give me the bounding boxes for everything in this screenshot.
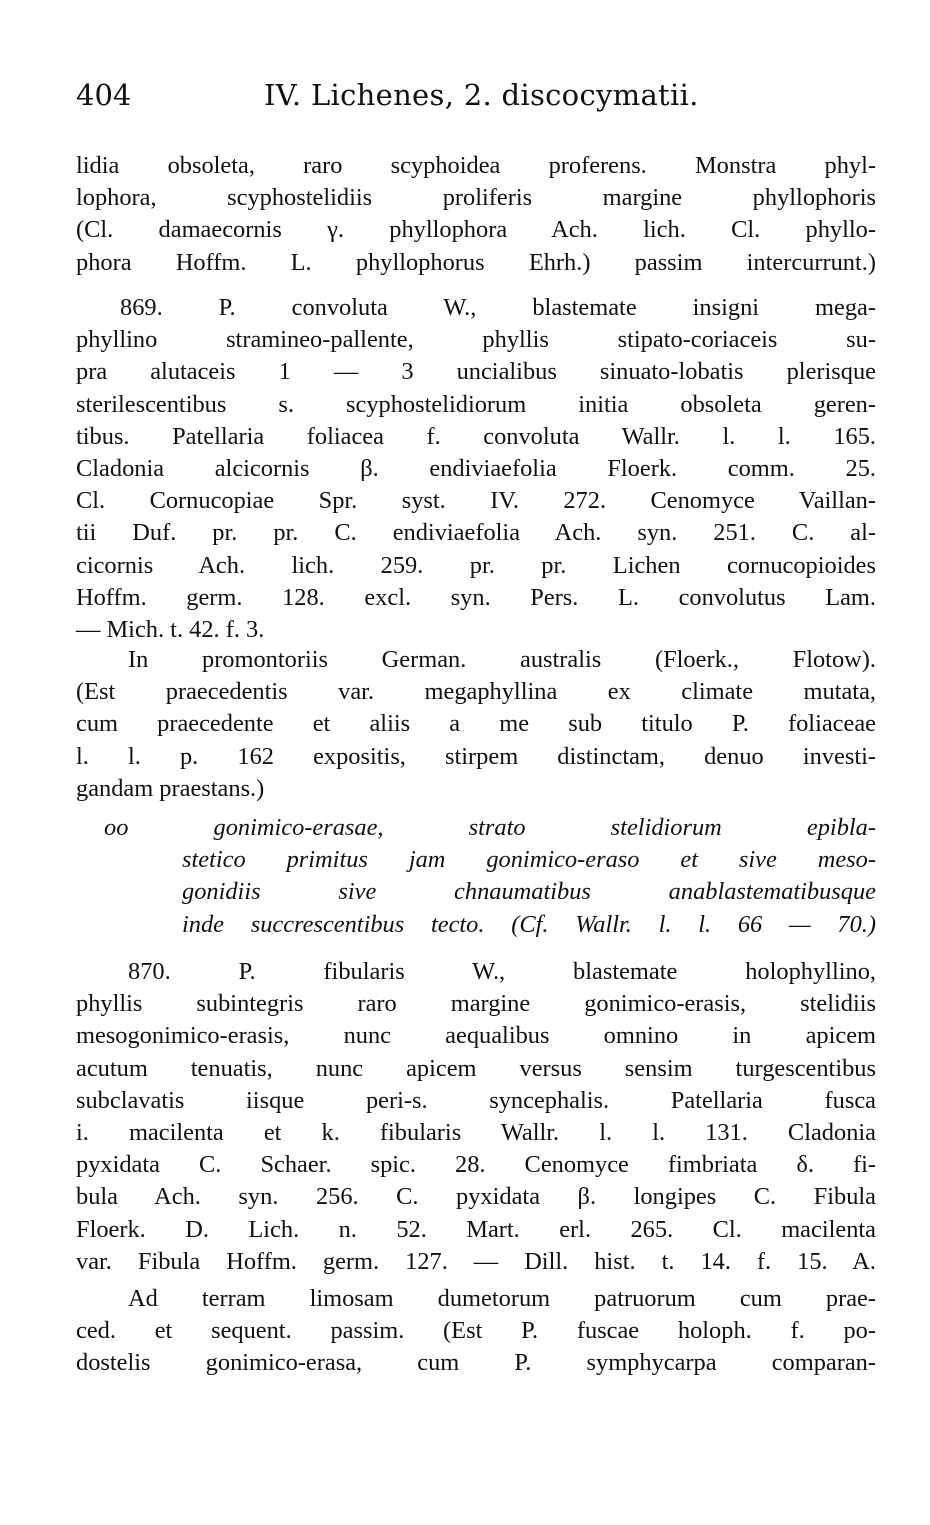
text-line: Cladonia alcicornis β. endiviaefolia Floerk. comm. 25. (76, 455, 876, 483)
text-line: phyllino stramineo-pallente, phyllis stipato-coriaceis su- (76, 326, 876, 354)
text-line: 870. P. fibularis W., blastemate holophyllino, (128, 958, 876, 985)
text-line: cum praecedente et aliis a me sub titulo P. foliaceae (76, 710, 876, 738)
paragraph-continuation (76, 150, 876, 279)
page-number: 404 (76, 78, 132, 112)
text-line: inde succrescentibus tecto. (Cf. Wallr. l. l. 66 — 70.) (182, 910, 876, 938)
text-line: stetico primitus jam gonimico-eraso et sive meso- (182, 846, 876, 874)
text-line: Ad terram limosam dumetorum patruorum cum prae- (128, 1285, 876, 1312)
text-line: lidia obsoleta, raro scyphoidea proferens. Monstra phyl- (76, 152, 876, 179)
text-line: (Cl. damaecornis γ. phyllophora Ach. lich. Cl. phyllo- (76, 216, 876, 244)
text-line: Cl. Cornucopiae Spr. syst. IV. 272. Cenomyce Vaillan- (76, 487, 876, 515)
text-line: l. l. p. 162 expositis, stirpem distinctam, denuo investi- (76, 742, 876, 770)
habitat-paragraph-870 (76, 1283, 876, 1380)
text-line: lophora, scyphostelidiis proliferis margine phyllophoris (76, 184, 876, 212)
text-line: (Est praecedentis var. megaphyllina ex climate mutata, (76, 678, 876, 706)
text-line: gonidiis sive chnaumatibus anablastematibusque (182, 878, 876, 906)
text-line: In promontoriis German. australis (Floerk., Flotow). (128, 646, 876, 673)
text-line: gandam praestans.) (76, 774, 265, 802)
text-line: cicornis Ach. lich. 259. pr. pr. Lichen cornucopioides (76, 551, 876, 579)
species-entry-869 (76, 292, 876, 646)
text-line: oo gonimico-erasae, strato stelidiorum epibla- (104, 814, 876, 841)
running-head: IV. Lichenes, 2. discocymatii. (264, 78, 699, 112)
text-line: var. Fibula Hoffm. germ. 127. — Dill. hist. t. 14. f. 15. A. (76, 1247, 876, 1275)
text-line: phora Hoffm. L. phyllophorus Ehrh.) passim intercurrunt.) (76, 248, 876, 276)
text-line: dostelis gonimico-erasa, cum P. symphycarpa comparan- (76, 1349, 876, 1377)
text-line: phyllis subintegris raro margine gonimico-erasis, stelidiis (76, 990, 876, 1018)
text-line: 869. P. convoluta W., blastemate insigni mega- (120, 294, 876, 321)
text-line: tii Duf. pr. pr. C. endiviaefolia Ach. syn. 251. C. al- (76, 519, 876, 547)
species-entry-870 (76, 956, 876, 1278)
text-line: pyxidata C. Schaer. spic. 28. Cenomyce fimbriata δ. fi- (76, 1151, 876, 1179)
text-line: sterilescentibus s. scyphostelidiorum initia obsoleta geren- (76, 390, 876, 418)
section-gonimico-erasae (76, 812, 876, 941)
text-line: mesogonimico-erasis, nunc aequalibus omnino in apicem (76, 1022, 876, 1050)
text-line: ced. et sequent. passim. (Est P. fuscae holoph. f. po- (76, 1317, 876, 1345)
text-line: tibus. Patellaria foliacea f. convoluta Wallr. l. l. 165. (76, 422, 876, 450)
text-line: bula Ach. syn. 256. C. pyxidata β. longipes C. Fibula (76, 1183, 876, 1211)
text-line: — Mich. t. 42. f. 3. (76, 616, 265, 644)
text-line: pra alutaceis 1 — 3 uncialibus sinuato-lobatis plerisque (76, 358, 876, 386)
text-line: Floerk. D. Lich. n. 52. Mart. erl. 265. Cl. macilenta (76, 1215, 876, 1243)
text-line: i. macilenta et k. fibularis Wallr. l. l. 131. Cladonia (76, 1119, 876, 1147)
habitat-paragraph-869 (76, 644, 876, 805)
text-line: acutum tenuatis, nunc apicem versus sensim turgescentibus (76, 1054, 876, 1082)
text-line: subclavatis iisque peri-s. syncephalis. Patellaria fusca (76, 1086, 876, 1114)
text-line: Hoffm. germ. 128. excl. syn. Pers. L. convolutus Lam. (76, 583, 876, 611)
page-header (76, 78, 876, 122)
